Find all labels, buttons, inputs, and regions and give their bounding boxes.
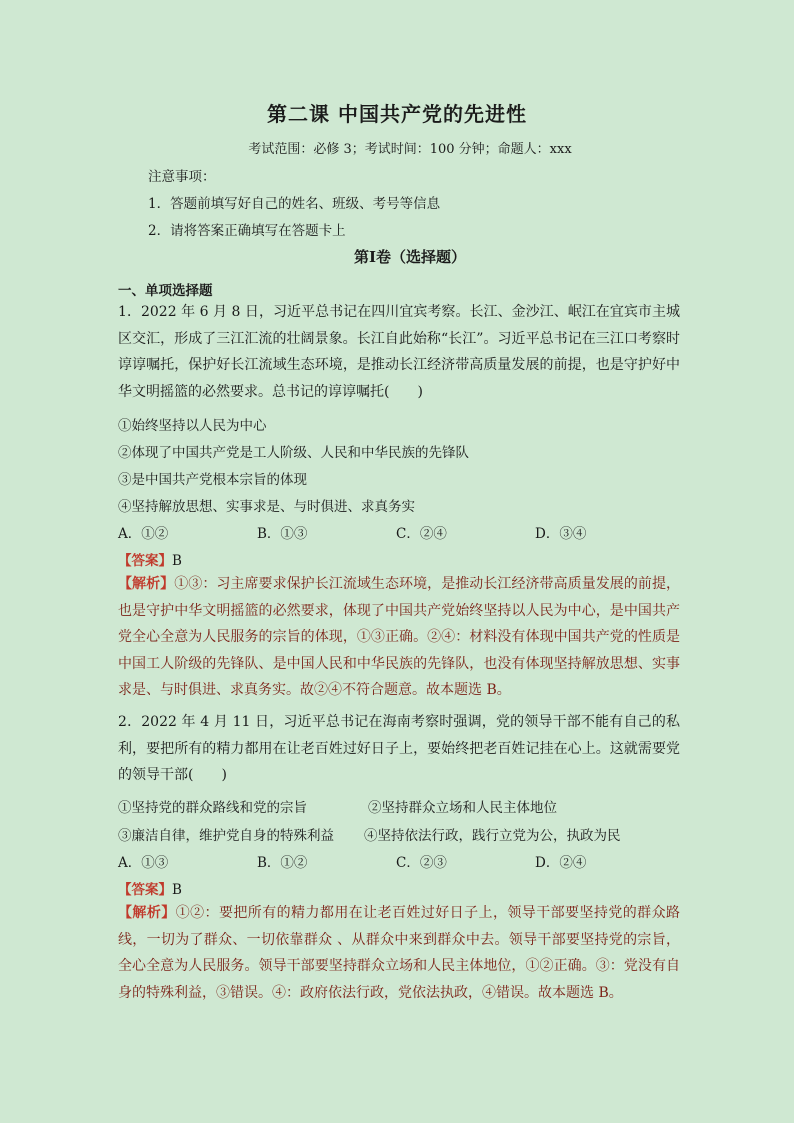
statement: ③是中国共产党根本宗旨的体现: [118, 472, 307, 488]
option-c: C．②③: [396, 855, 447, 871]
part-heading: 一、单项选择题: [118, 283, 213, 299]
notice-heading: 注意事项：: [148, 169, 216, 185]
statement: ①始终坚持以人民为中心: [118, 418, 267, 434]
notice-item: 2．请将答案正确填写在答题卡上: [148, 223, 346, 239]
analysis: [118, 900, 680, 1006]
option-b: B．①③: [257, 526, 308, 542]
analysis-label: 【解析】: [118, 905, 176, 921]
answer-label: 【答案】: [118, 553, 172, 569]
notice-item: 1．答题前填写好自己的姓名、班级、考号等信息: [148, 196, 441, 212]
option-d: D．②④: [535, 855, 587, 871]
option-d: D．③④: [535, 526, 587, 542]
answer-line: [118, 878, 182, 898]
statement: ②体现了中国共产党是工人阶级、人民和中华民族的先锋队: [118, 445, 469, 461]
option-b: B．①②: [257, 855, 308, 871]
analysis-text: ①②：要把所有的精力都用在让老百姓过好日子上，领导干部要坚持党的群众路线，一切为了群众、一切依靠群众 、从群众中来到群众中去。领导干部要坚持党的宗旨，全心全意为人民服务。领导干部要坚持群众立场和人民主体地位，①②正确。③：党没有自身的特殊利益，③错误。④：政府依法行政，党依法执政，④错误。故本题选 B。: [118, 905, 681, 1001]
answer-label: 【答案】: [118, 882, 172, 898]
option-a: A．①②: [118, 526, 169, 542]
statement: ②坚持群众立场和人民主体地位: [368, 800, 557, 816]
statement: ④坚持解放思想、实事求是、与时俱进、求真务实: [118, 499, 415, 515]
statement: ①坚持党的群众路线和党的宗旨: [118, 800, 307, 816]
question-stem: 2．2022 年 4 月 11 日，习近平总书记在海南考察时强调，党的领导干部不能有自己的私利，要把所有的精力都用在让老百姓过好日子上，要始终把老百姓记挂在心上。这就需要党的领导干部( ): [118, 714, 680, 783]
exam-info: 考试范围：必修 3；考试时间：100 分钟；命题人：xxx: [248, 142, 572, 157]
analysis-label: 【解析】: [118, 576, 175, 592]
statement: ④坚持依法行政，践行立党为公，执政为民: [364, 828, 621, 844]
analysis: [118, 571, 680, 704]
question-stem: 1．2022 年 6 月 8 日，习近平总书记在四川宜宾考察。长江、金沙江、岷江在宜宾市主城区交汇，形成了三江汇流的壮阔景象。长江自此始称“长江”。习近平总书记在三江口考察时谆谆嘱托，保护好长江流域生态环境，是推动长江经济带高质量发展的前提，也是守护好中华文明摇篮的必然要求。总书记的谆谆嘱托( ): [118, 304, 680, 400]
statement: ③廉洁自律，维护党自身的特殊利益: [118, 828, 334, 844]
answer-value: B: [172, 553, 182, 569]
answer-value: B: [172, 882, 182, 898]
page-title: 第二课 中国共产党的先进性: [267, 102, 527, 126]
section-title: 第I卷（选择题）: [353, 248, 467, 266]
answer-line: [118, 549, 182, 569]
analysis-text: ①③：习主席要求保护长江流域生态环境，是推动长江经济带高质量发展的前提，也是守护中华文明摇篮的必然要求，体现了中国共产党始终坚持以人民为中心，是中国共产党全心全意为人民服务的宗旨的体现，①③正确。②④：材料没有体现中国共产党的性质是中国工人阶级的先锋队、是中国人民和中华民族的先锋队，也没有体现坚持解放思想、实事求是、与时俱进、求真务实。故②④不符合题意。故本题选 B。: [118, 576, 681, 698]
option-c: C．②④: [396, 526, 447, 542]
option-a: A．①③: [118, 855, 169, 871]
